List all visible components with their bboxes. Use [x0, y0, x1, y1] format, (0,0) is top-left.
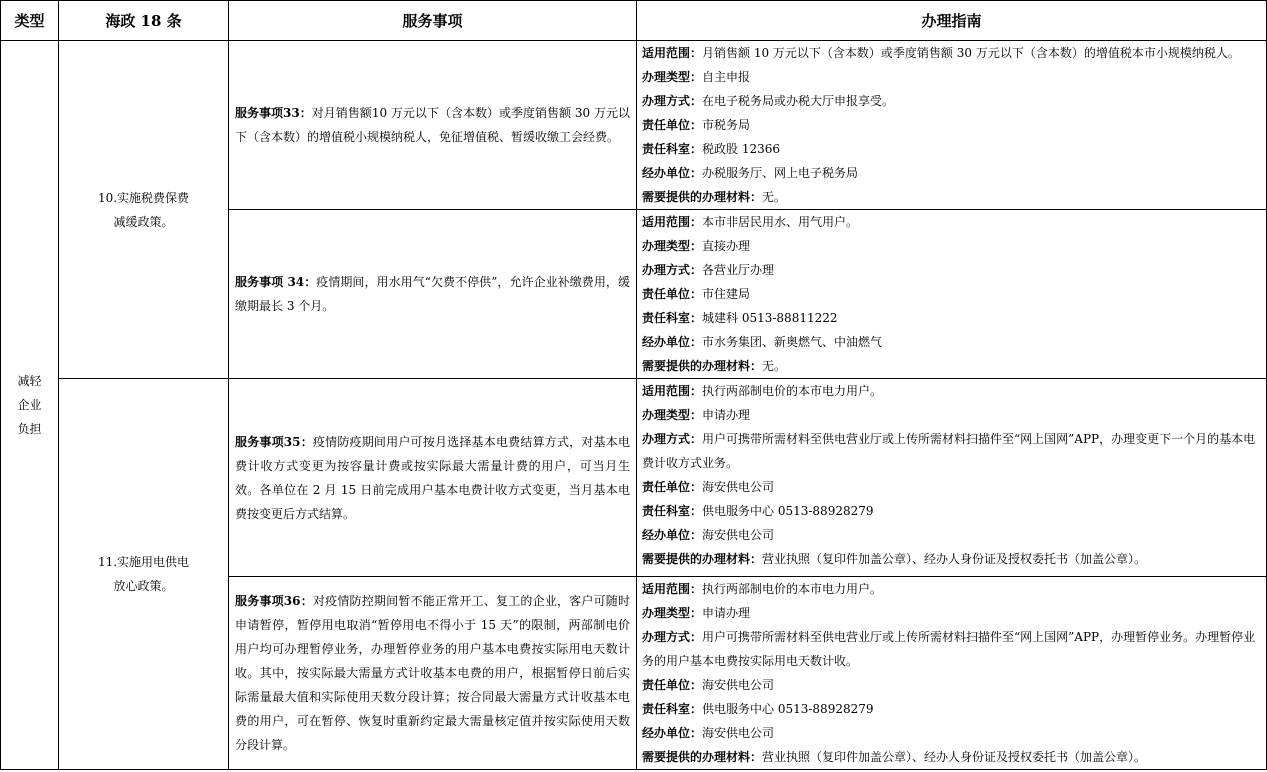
guide-value: 供电服务中心 0513-88928279: [702, 702, 874, 716]
header-row: [1, 1, 1267, 41]
guide-value: 用户可携带所需材料至供电营业厅或上传所需材料扫描件至“网上国网”APP，办理变更下一个月的基本电费计收方式业务。: [642, 432, 1256, 470]
guide-row: [642, 185, 1261, 209]
header-type: 类型: [1, 1, 59, 41]
service-title: 服务事项35：: [235, 434, 313, 449]
guide-key: 责任科室：: [642, 311, 703, 325]
guide-key: 适用范围：: [642, 384, 703, 398]
service-text: 对疫情防控期间暂不能正常开工、复工的企业，客户可随时申请暂停，暂停用电取消“暂停用电不得小于 15 天”的限制，两部制电价用户均可办理暂停业务，办理暂停业务的用户基本电费按实际用电天数计收。其中，按实际最大需量方式计收基本电费的用户，根据暂停日前后实际需量最大值和实际使用天数分段计算；按合同最大需量方式计收基本电费的用户，可在暂停、恢复时重新约定最大需量核定值并按实际使用天数分段计算。: [235, 594, 630, 752]
guide-value: 供电服务中心 0513-88928279: [702, 504, 874, 518]
guide-value: 执行两部制电价的本市电力用户。: [702, 384, 883, 398]
guide-cell: [637, 210, 1267, 379]
guide-cell: [637, 379, 1267, 577]
guide-key: 责任科室：: [642, 142, 703, 156]
guide-value: 城建科 0513-88811222: [702, 311, 838, 325]
guide-row: [642, 523, 1261, 547]
guide-key: 责任单位：: [642, 118, 703, 132]
guide-value: 自主申报: [702, 70, 751, 84]
guide-row: [642, 234, 1261, 258]
guide-key: 责任单位：: [642, 678, 703, 692]
guide-value: 营业执照（复印件加盖公章）、经办人身份证及授权委托书（加盖公章）。: [762, 552, 1147, 566]
guide-key: 经办单位：: [642, 335, 703, 349]
guide-value: 在电子税务局或办税大厅申报享受。: [702, 94, 895, 108]
guide-row: [642, 41, 1261, 65]
guide-value: 海安供电公司: [702, 480, 775, 494]
guide-row: [642, 282, 1261, 306]
guide-value: 市住建局: [702, 287, 751, 301]
service-text: 疫情防疫期间用户可按月选择基本电费结算方式，对基本电费计收方式变更为按容量计费或按实际最大需量计费的用户，可当月生效。各单位在 2 月 15 日前完成用户基本电费计收方式变更，当月基本电费按变更后方式结算。: [235, 434, 630, 521]
guide-row: [642, 697, 1261, 721]
guide-row: [642, 354, 1261, 378]
service-cell: [229, 41, 637, 210]
guide-value: 直接办理: [702, 239, 751, 253]
policy-cell: [59, 379, 229, 770]
guide-row: [642, 601, 1261, 625]
guide-value: 执行两部制电价的本市电力用户。: [702, 582, 883, 596]
guide-row: [642, 161, 1261, 185]
guide-row: [642, 577, 1261, 601]
guide-row: [642, 547, 1261, 571]
guide-row: [642, 721, 1261, 745]
guide-value: 申请办理: [702, 606, 751, 620]
guide-key: 责任科室：: [642, 504, 703, 518]
guide-row: [642, 427, 1261, 475]
guide-row: [642, 499, 1261, 523]
category-cell: [1, 41, 59, 770]
guide-value: 无。: [762, 359, 787, 373]
guide-key: 办理方式：: [642, 630, 703, 644]
service-cell: [229, 577, 637, 770]
service-title: 服务事项33：: [235, 106, 312, 120]
guide-value: 营业执照（复印件加盖公章）、经办人身份证及授权委托书（加盖公章）。: [762, 750, 1147, 764]
service-cell: [229, 210, 637, 379]
guide-value: 月销售额 10 万元以下（含本数）或季度销售额 30 万元以下（含本数）的增值税本市小规模纳税人。: [702, 46, 1240, 60]
table-row: [1, 41, 1267, 210]
guide-value: 海安供电公司: [702, 528, 775, 542]
guide-key: 责任单位：: [642, 287, 703, 301]
guide-value: 本市非居民用水、用气用户。: [702, 215, 859, 229]
service-text: 对月销售额10 万元以下（含本数）或季度销售额 30 万元以下（含本数）的增值税小规模纳税人，免征增值税、暂缓收缴工会经费。: [235, 106, 630, 144]
guide-key: 经办单位：: [642, 528, 703, 542]
guide-row: [642, 330, 1261, 354]
guide-value: 海安供电公司: [702, 678, 775, 692]
guide-key: 适用范围：: [642, 582, 703, 596]
guide-row: [642, 306, 1261, 330]
service-cell: [229, 379, 637, 577]
service-title: 服务事项 34：: [235, 275, 317, 289]
guide-cell: [637, 577, 1267, 770]
table-row: [1, 379, 1267, 577]
policy-label: 10.实施税费保费 减缓政策。: [97, 190, 190, 229]
header-guide: 办理指南: [637, 1, 1267, 41]
guide-row: [642, 113, 1261, 137]
guide-key: 需要提供的办理材料：: [642, 359, 763, 373]
guide-row: [642, 379, 1261, 403]
guide-row: [642, 210, 1261, 234]
guide-value: 申请办理: [702, 408, 751, 422]
guide-value: 海安供电公司: [702, 726, 775, 740]
guide-key: 责任科室：: [642, 702, 703, 716]
guide-value: 税政股 12366: [702, 142, 781, 156]
guide-row: [642, 258, 1261, 282]
guide-key: 办理类型：: [642, 239, 703, 253]
guide-row: [642, 745, 1261, 769]
guide-value: 办税服务厅、网上电子税务局: [702, 166, 859, 180]
guide-key: 责任单位：: [642, 480, 703, 494]
guide-row: [642, 475, 1261, 499]
header-policy: 海政 18 条: [59, 1, 229, 41]
guide-row: [642, 403, 1261, 427]
policy-label: 11.实施用电供电 放心政策。: [97, 555, 190, 593]
guide-key: 需要提供的办理材料：: [642, 750, 763, 764]
guide-key: 经办单位：: [642, 166, 703, 180]
guide-value: 市水务集团、新奥燃气、中油燃气: [702, 335, 883, 349]
guide-value: 无。: [762, 190, 787, 204]
category-label: 减轻 企业 负担: [17, 374, 42, 436]
guide-key: 办理方式：: [642, 432, 703, 446]
guide-value: 各营业厅办理: [702, 263, 775, 277]
guide-key: 办理类型：: [642, 606, 703, 620]
guide-row: [642, 625, 1261, 673]
guide-value: 市税务局: [702, 118, 751, 132]
header-service: 服务事项: [229, 1, 637, 41]
service-title: 服务事项36：: [235, 594, 313, 608]
guide-row: [642, 65, 1261, 89]
guide-key: 需要提供的办理材料：: [642, 190, 763, 204]
guide-cell: [637, 41, 1267, 210]
policy-cell: [59, 41, 229, 379]
guide-row: [642, 137, 1261, 161]
guide-key: 经办单位：: [642, 726, 703, 740]
guide-row: [642, 89, 1261, 113]
guide-key: 办理类型：: [642, 408, 703, 422]
guide-key: 适用范围：: [642, 46, 703, 60]
guide-key: 适用范围：: [642, 215, 703, 229]
guide-key: 办理方式：: [642, 94, 703, 108]
guide-key: 办理方式：: [642, 263, 703, 277]
guide-key: 办理类型：: [642, 70, 703, 84]
service-text: 疫情期间，用水用气“欠费不停供”，允许企业补缴费用，缓缴期最长 3 个月。: [235, 275, 630, 313]
guide-key: 需要提供的办理材料：: [642, 552, 763, 566]
guide-row: [642, 673, 1261, 697]
guide-value: 用户可携带所需材料至供电营业厅或上传所需材料扫描件至“网上国网”APP，办理暂停业务。办理暂停业务的用户基本电费按实际用电天数计收。: [642, 630, 1256, 668]
